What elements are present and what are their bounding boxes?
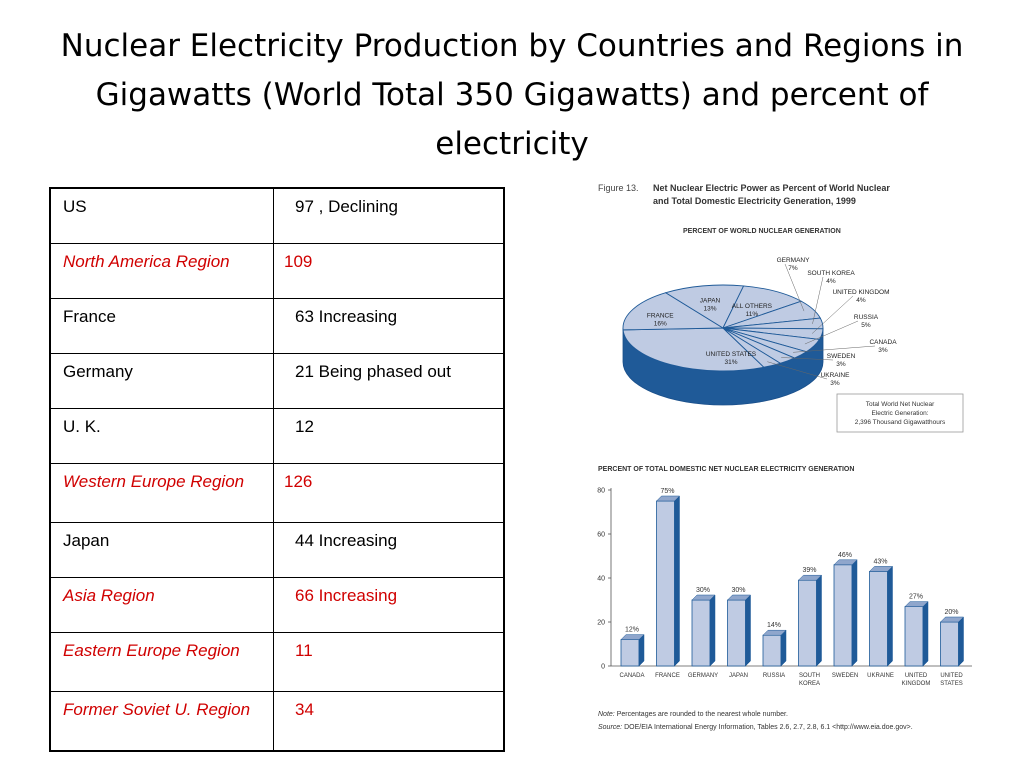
pie-slice-label: UNITED STATES	[705, 351, 757, 358]
bar-category-label: FRANCE	[655, 673, 680, 679]
table-row	[50, 523, 504, 578]
table-cell-value: 126	[274, 464, 505, 523]
table-cell-country: Former Soviet U. Region	[50, 692, 274, 752]
figure-source-text: DOE/EIA International Energy Information, Tables 2.6, 2.7, 2.8, 6.1 <http://www.eia.doe.gov>.	[624, 724, 913, 731]
pie-slice-label: UKRAINE	[820, 372, 850, 379]
table-cell-country: North America Region	[50, 244, 274, 299]
table-row	[50, 244, 504, 299]
table-cell-country: Eastern Europe Region	[50, 633, 274, 692]
figure-caption-label: Figure 13.	[598, 183, 639, 193]
table-cell-value: 12	[274, 409, 505, 464]
pie-slice-value: 13%	[703, 305, 717, 313]
bar-value-label: 12%	[624, 626, 640, 634]
bar-side	[639, 635, 644, 666]
table-row	[50, 578, 504, 633]
table-cell-value: 109	[274, 244, 505, 299]
figure-note-text: Percentages are rounded to the nearest whole number.	[616, 711, 788, 718]
pie-slice-value: 4%	[856, 297, 866, 304]
pie-chart	[623, 257, 897, 405]
pie-annotation-line2: Electric Generation:	[871, 410, 929, 417]
bar-value-label: 43%	[873, 558, 888, 566]
bar-value-label: 39%	[802, 567, 817, 575]
bar-side	[710, 595, 715, 666]
figure-13	[583, 178, 983, 738]
pie-slice-value: 16%	[653, 320, 667, 328]
table-cell-country: Western Europe Region	[50, 464, 274, 523]
pie-slice-value: 3%	[830, 380, 840, 387]
bar-value-label: 30%	[731, 587, 746, 594]
table-row	[50, 464, 504, 523]
pie-slice-label: ALL OTHERS	[731, 302, 773, 310]
table-cell-value: 44 Increasing	[274, 523, 505, 578]
bar-category-label: GERMANY	[687, 673, 719, 679]
table-cell-value: 63 Increasing	[274, 299, 505, 354]
bar-category-label: JAPAN	[729, 673, 748, 679]
slide-title: Nuclear Electricity Production by Countries and Regions in Gigawatts (World Total 350 Gigawatts) and percent of electricity	[60, 28, 964, 162]
bar-side	[746, 595, 751, 666]
table-row	[50, 633, 504, 692]
bar	[621, 640, 639, 666]
bar	[941, 622, 959, 666]
bar-category-label: UNITED	[904, 673, 928, 679]
figure-note-label: Note:	[598, 711, 615, 718]
bar-category-label: KINGDOM	[901, 681, 931, 687]
bar-y-tick-label: 60	[597, 531, 605, 539]
pie-slice-value: 11%	[745, 310, 759, 318]
pie-slice-value: 3%	[878, 347, 888, 354]
bar-side	[923, 602, 928, 666]
pie-slice-value: 3%	[836, 361, 846, 368]
bar-value-label: 14%	[766, 622, 782, 630]
bar-side	[817, 575, 822, 666]
table-cell-country: Germany	[50, 354, 274, 409]
table-cell-country: U. K.	[50, 409, 274, 464]
table-cell-country: US	[50, 188, 274, 244]
pie-slice-value: 4%	[826, 278, 836, 285]
bar-category-label: UNITED	[940, 673, 963, 679]
production-table	[49, 187, 505, 752]
figure-source	[598, 724, 913, 731]
bar-y-tick-label: 80	[597, 487, 605, 495]
pie-slice-value: 31%	[724, 359, 738, 366]
pie-annotation-line3: 2,396 Thousand Gigawatthours	[854, 419, 946, 426]
pie-slice-label: RUSSIA	[853, 314, 879, 321]
bar-chart	[597, 488, 972, 688]
bar-y-tick-label: 20	[597, 619, 605, 627]
bar-chart-title: PERCENT OF TOTAL DOMESTIC NET NUCLEAR ELECTRICITY GENERATION	[598, 466, 855, 473]
bar-category-label: SWEDEN	[831, 673, 859, 679]
bar	[870, 571, 888, 666]
figure-caption-line2: and Total Domestic Electricity Generation, 1999	[653, 196, 856, 206]
bar-value-label: 20%	[944, 609, 959, 616]
bar-value-label: 27%	[908, 593, 924, 601]
pie-slice-label: UNITED KINGDOM	[832, 289, 890, 296]
pie-slice-label: CANADA	[869, 339, 897, 346]
bar-y-tick-label: 0	[601, 663, 605, 671]
bar-value-label: 30%	[695, 587, 711, 594]
bar-y-tick-label: 40	[597, 575, 605, 583]
bar	[657, 501, 675, 666]
table-cell-value: 66 Increasing	[274, 578, 505, 633]
bar-value-label: 75%	[660, 488, 675, 495]
table-row	[50, 354, 504, 409]
table-cell-value: 11	[274, 633, 505, 692]
table-cell-country: Asia Region	[50, 578, 274, 633]
bar-category-label: UKRAINE	[867, 673, 894, 679]
table-cell-country: France	[50, 299, 274, 354]
pie-slice-label: JAPAN	[699, 297, 721, 305]
figure-source-label: Source:	[598, 724, 623, 731]
bar-side	[675, 496, 680, 666]
table-cell-value: 97 , Declining	[274, 188, 505, 244]
pie-annotation-line1: Total World Net Nuclear	[865, 401, 935, 408]
bar-category-label: RUSSIA	[762, 673, 786, 679]
table-row	[50, 299, 504, 354]
table-row	[50, 692, 504, 752]
bar	[905, 607, 923, 666]
bar-side	[852, 560, 857, 666]
bar-side	[781, 630, 786, 666]
pie-slice-value: 7%	[788, 265, 798, 272]
bar	[692, 600, 710, 666]
bar-side	[888, 566, 893, 666]
bar-category-label: KOREA	[798, 681, 821, 687]
bar-category-label: CANADA	[619, 673, 645, 679]
pie-slice-value: 5%	[861, 322, 871, 329]
table-row	[50, 409, 504, 464]
bar	[728, 600, 746, 666]
pie-slice-label: SOUTH KOREA	[807, 270, 855, 277]
bar	[834, 565, 852, 666]
bar	[763, 635, 781, 666]
pie-chart-title: PERCENT OF WORLD NUCLEAR GENERATION	[683, 228, 841, 235]
table-row	[50, 188, 504, 244]
table-cell-value: 21 Being phased out	[274, 354, 505, 409]
bar-category-label: STATES	[940, 681, 963, 687]
bar-side	[959, 617, 964, 666]
table-cell-country: Japan	[50, 523, 274, 578]
pie-slice-label: FRANCE	[646, 312, 674, 320]
bar-value-label: 46%	[837, 551, 853, 559]
figure-note	[598, 711, 788, 718]
figure-caption-line1: Net Nuclear Electric Power as Percent of World Nuclear	[653, 183, 890, 193]
bar-category-label: SOUTH	[799, 673, 820, 679]
pie-slice-label: GERMANY	[776, 257, 810, 264]
pie-slice-label: SWEDEN	[826, 353, 856, 360]
table-cell-value: 34	[274, 692, 505, 752]
bar	[799, 580, 817, 666]
